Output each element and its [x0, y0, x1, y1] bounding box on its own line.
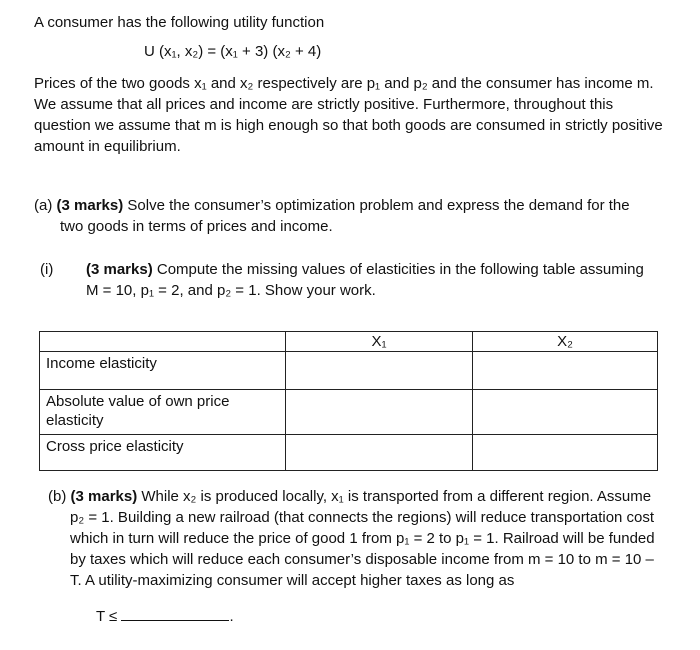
row-label: Income elasticity — [40, 352, 286, 390]
elasticity-table — [39, 331, 658, 471]
part-i-text — [86, 259, 666, 301]
part-b-text-cont: p₂ = 1. Building a new railroad (that connects the regions) will reduce transportation cost which in turn will reduce the price of good 1 from p₁ = 2 to p₁ = 1. Railroad will be funded by taxes which will reduce each consumer’s disposable income from m = 10 to m = 10 – T. A utility-maximizing consumer will accept higher taxes as long as — [70, 509, 655, 589]
answer-blank — [121, 606, 229, 621]
table-header-row — [40, 332, 658, 352]
row-label: Cross price elasticity — [40, 435, 286, 471]
part-a — [34, 195, 674, 237]
intro-line: A consumer has the following utility function — [34, 14, 325, 31]
table-cell — [286, 435, 473, 471]
utility-function: U (x₁, x₂) = (x₁ + 3) (x₂ + 4) — [144, 43, 322, 60]
table-header-cell: X₂ — [473, 332, 658, 352]
table-cell — [286, 352, 473, 390]
table-header-cell: X₁ — [286, 332, 473, 352]
part-b-text-first: While x₂ is produced locally, x₁ is transported from a different region. Assume — [137, 488, 652, 505]
table-row — [40, 352, 658, 390]
tax-suffix: . — [229, 608, 234, 625]
part-a-label: (a) — [34, 197, 53, 214]
part-b-label: (b) — [48, 488, 67, 505]
table-row — [40, 435, 658, 471]
part-b — [48, 486, 668, 591]
intro-paragraph: Prices of the two goods x₁ and x₂ respectively are p₁ and p₂ and the consumer has income m. We assume that all prices and income are strictly positive. Furthermore, throughout this question we assume that m is high enough so that both goods are consumed in strictly positive amount in equilibrium. — [34, 75, 663, 155]
tax-prefix: T ≤ — [96, 608, 118, 625]
part-i-label: (i) — [40, 261, 54, 278]
table-header-cell — [40, 332, 286, 352]
part-a-marks: (3 marks) — [56, 197, 124, 214]
part-i-text-first: Compute the missing values of elasticities in the following table assuming — [152, 261, 644, 278]
part-i-marks: (3 marks) — [86, 261, 153, 278]
part-a-text-cont: two goods in terms of prices and income. — [60, 218, 333, 235]
table-cell — [473, 352, 658, 390]
table-row — [40, 390, 658, 435]
row-label: Absolute value of own price elasticity — [40, 390, 286, 435]
tax-answer-line — [96, 606, 234, 627]
part-i-text-cont: M = 10, p₁ = 2, and p₂ = 1. Show your work. — [86, 282, 376, 299]
table-cell — [473, 390, 658, 435]
part-a-text-first: Solve the consumer’s optimization problem and express the demand for the — [123, 197, 630, 214]
part-b-marks: (3 marks) — [70, 488, 138, 505]
table-cell — [473, 435, 658, 471]
table-cell — [286, 390, 473, 435]
